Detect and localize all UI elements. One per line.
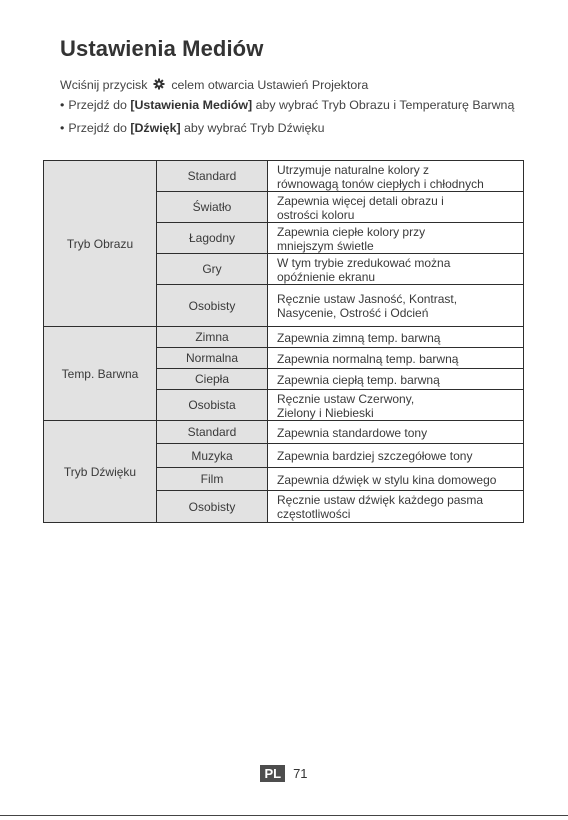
desc-cell: Zapewnia więcej detali obrazu i ostrości koloru xyxy=(268,192,524,223)
desc-cell: Zapewnia standardowe tony xyxy=(268,421,524,444)
media-settings-table xyxy=(43,160,524,523)
group-sound-mode: Tryb Dźwięku xyxy=(44,421,157,523)
mode-cell: Standard xyxy=(157,161,268,192)
page-footer xyxy=(0,765,568,782)
group-color-temperature: Temp. Barwna xyxy=(44,327,157,421)
desc-cell: Zapewnia normalną temp. barwną xyxy=(268,348,524,369)
desc-cell: Utrzymuje naturalne kolory z równowagą tonów ciepłych i chłodnych xyxy=(268,161,524,192)
desc-cell: W tym trybie zredukować można opóźnienie ekranu xyxy=(268,254,524,285)
desc-cell: Zapewnia dźwięk w stylu kina domowego xyxy=(268,468,524,491)
mode-cell: Film xyxy=(157,468,268,491)
table-row xyxy=(44,161,524,192)
desc-cell: Zapewnia bardziej szczegółowe tony xyxy=(268,444,524,468)
mode-cell: Standard xyxy=(157,421,268,444)
page-number: 71 xyxy=(293,766,308,782)
desc-cell: Zapewnia zimną temp. barwną xyxy=(268,327,524,348)
intro-text xyxy=(60,78,368,92)
mode-cell: Normalna xyxy=(157,348,268,369)
footer-divider xyxy=(0,815,568,816)
intro-after: celem otwarcia Ustawień Projektora xyxy=(171,78,369,92)
mode-cell: Osobista xyxy=(157,390,268,421)
gear-icon xyxy=(153,78,165,90)
language-badge: PL xyxy=(260,765,285,782)
mode-cell: Zimna xyxy=(157,327,268,348)
mode-cell: Ciepła xyxy=(157,369,268,390)
mode-cell: Gry xyxy=(157,254,268,285)
intro-before: Wciśnij przycisk xyxy=(60,78,148,92)
page-title: Ustawienia Mediów xyxy=(60,36,264,61)
table-row xyxy=(44,327,524,348)
instruction-item: • Przejdź do [Ustawienia Mediów] aby wybrać Tryb Obrazu i Temperaturę Barwną xyxy=(60,98,514,121)
instruction-item: • Przejdź do [Dźwięk] aby wybrać Tryb Dźwięku xyxy=(60,121,514,144)
desc-cell: Zapewnia ciepłe kolory przy mniejszym świetle xyxy=(268,223,524,254)
mode-cell: Światło xyxy=(157,192,268,223)
desc-cell: Zapewnia ciepłą temp. barwną xyxy=(268,369,524,390)
desc-cell: Ręcznie ustaw Jasność, Kontrast, Nasycenie, Ostrość i Odcień xyxy=(268,285,524,327)
instruction-list xyxy=(60,98,514,144)
mode-cell: Muzyka xyxy=(157,444,268,468)
mode-cell: Łagodny xyxy=(157,223,268,254)
table-row xyxy=(44,421,524,444)
mode-cell: Osobisty xyxy=(157,285,268,327)
desc-cell: Ręcznie ustaw Czerwony, Zielony i Niebieski xyxy=(268,390,524,421)
mode-cell: Osobisty xyxy=(157,491,268,523)
desc-cell: Ręcznie ustaw dźwięk każdego pasma częstotliwości xyxy=(268,491,524,523)
group-picture-mode: Tryb Obrazu xyxy=(44,161,157,327)
